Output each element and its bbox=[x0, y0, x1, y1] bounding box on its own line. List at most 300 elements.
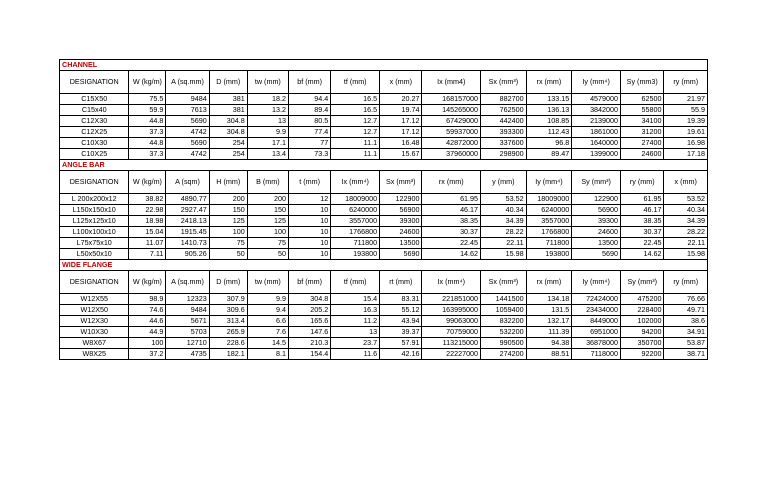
channel-title-spacer bbox=[129, 60, 708, 71]
channel-value-cell: 17.18 bbox=[664, 149, 708, 160]
channel-value-cell: 17.1 bbox=[247, 138, 288, 149]
angle-value-cell: 1766800 bbox=[526, 227, 572, 238]
channel-value-cell: 136.13 bbox=[526, 105, 572, 116]
channel-value-cell: 762500 bbox=[481, 105, 527, 116]
channel-value-cell: 31200 bbox=[621, 127, 664, 138]
wide-value-cell: 74.6 bbox=[129, 305, 166, 316]
wide-value-cell: 165.6 bbox=[288, 316, 330, 327]
angle-value-cell: 39300 bbox=[572, 216, 621, 227]
wide-column-header: tw (mm) bbox=[247, 271, 288, 294]
wide-value-cell: 210.3 bbox=[288, 338, 330, 349]
angle-column-header: W (kg/m) bbox=[129, 171, 166, 194]
angle-value-cell: 5690 bbox=[380, 249, 422, 260]
angle-value-cell: 46.17 bbox=[621, 205, 664, 216]
channel-column-header: tf (mm) bbox=[331, 71, 380, 94]
angle-designation-cell: L125x125x10 bbox=[60, 216, 129, 227]
wide-value-cell: 304.8 bbox=[288, 294, 330, 305]
angle-value-cell: 28.22 bbox=[481, 227, 527, 238]
steel-sections-sheet bbox=[59, 59, 708, 360]
angle-value-cell: 61.95 bbox=[422, 194, 481, 205]
wide-value-cell: 147.6 bbox=[288, 327, 330, 338]
angle-value-cell: 14.62 bbox=[422, 249, 481, 260]
channel-value-cell: 254 bbox=[209, 138, 247, 149]
angle-value-cell: 1915.45 bbox=[166, 227, 209, 238]
angle-table-row bbox=[60, 205, 708, 216]
angle-value-cell: 10 bbox=[288, 216, 330, 227]
channel-section-title-row bbox=[60, 60, 708, 71]
angle-value-cell: 10 bbox=[288, 249, 330, 260]
channel-column-header: A (sq.mm) bbox=[166, 71, 209, 94]
wide-value-cell: 38.6 bbox=[664, 316, 708, 327]
channel-value-cell: 77 bbox=[288, 138, 330, 149]
channel-value-cell: 37960000 bbox=[422, 149, 481, 160]
channel-value-cell: 16.5 bbox=[331, 105, 380, 116]
channel-value-cell: 19.74 bbox=[380, 105, 422, 116]
angle-value-cell: 6240000 bbox=[331, 205, 380, 216]
channel-value-cell: 145265000 bbox=[422, 105, 481, 116]
channel-column-header: tw (mm) bbox=[247, 71, 288, 94]
channel-value-cell: 442400 bbox=[481, 116, 527, 127]
angle-value-cell: 200 bbox=[247, 194, 288, 205]
angle-value-cell: 125 bbox=[209, 216, 247, 227]
angle-value-cell: 75 bbox=[209, 238, 247, 249]
angle-table-row bbox=[60, 194, 708, 205]
angle-table-row bbox=[60, 249, 708, 260]
wide-value-cell: 182.1 bbox=[209, 349, 247, 360]
angle-value-cell: 4890.77 bbox=[166, 194, 209, 205]
channel-value-cell: 18.2 bbox=[247, 94, 288, 105]
angle-value-cell: 10 bbox=[288, 227, 330, 238]
angle-column-header: ry (mm) bbox=[621, 171, 664, 194]
channel-value-cell: 17.12 bbox=[380, 116, 422, 127]
wide-value-cell: 98.9 bbox=[129, 294, 166, 305]
channel-designation-cell: C15x40 bbox=[60, 105, 129, 116]
channel-value-cell: 5690 bbox=[166, 116, 209, 127]
angle-value-cell: 22.98 bbox=[129, 205, 166, 216]
angle-value-cell: 100 bbox=[209, 227, 247, 238]
angle-designation-cell: L75x75x10 bbox=[60, 238, 129, 249]
angle-value-cell: 1410.73 bbox=[166, 238, 209, 249]
channel-value-cell: 108.85 bbox=[526, 116, 572, 127]
channel-value-cell: 11.1 bbox=[331, 149, 380, 160]
channel-column-header: Sy (mm3) bbox=[621, 71, 664, 94]
channel-value-cell: 89.47 bbox=[526, 149, 572, 160]
channel-designation-cell: C12X25 bbox=[60, 127, 129, 138]
wide-value-cell: 83.31 bbox=[380, 294, 422, 305]
angle-column-header: x (mm) bbox=[664, 171, 708, 194]
channel-column-header: x (mm) bbox=[380, 71, 422, 94]
channel-value-cell: 12.7 bbox=[331, 116, 380, 127]
angle-value-cell: 46.17 bbox=[422, 205, 481, 216]
angle-value-cell: 11.07 bbox=[129, 238, 166, 249]
channel-designation-cell: C15X50 bbox=[60, 94, 129, 105]
wide-value-cell: 265.9 bbox=[209, 327, 247, 338]
angle-value-cell: 13500 bbox=[572, 238, 621, 249]
channel-value-cell: 55800 bbox=[621, 105, 664, 116]
angle-value-cell: 15.98 bbox=[481, 249, 527, 260]
angle-value-cell: 38.82 bbox=[129, 194, 166, 205]
wide-value-cell: 228400 bbox=[621, 305, 664, 316]
channel-value-cell: 304.8 bbox=[209, 116, 247, 127]
channel-value-cell: 42872000 bbox=[422, 138, 481, 149]
wide-value-cell: 15.4 bbox=[331, 294, 380, 305]
angle-value-cell: 14.62 bbox=[621, 249, 664, 260]
channel-value-cell: 24600 bbox=[621, 149, 664, 160]
angle-value-cell: 3557000 bbox=[331, 216, 380, 227]
wide-value-cell: 221851000 bbox=[422, 294, 481, 305]
wide-value-cell: 134.18 bbox=[526, 294, 572, 305]
wide-value-cell: 12323 bbox=[166, 294, 209, 305]
wide-value-cell: 99063000 bbox=[422, 316, 481, 327]
wide-value-cell: 13 bbox=[331, 327, 380, 338]
channel-value-cell: 59.9 bbox=[129, 105, 166, 116]
angle-value-cell: 38.35 bbox=[422, 216, 481, 227]
angle-value-cell: 56900 bbox=[572, 205, 621, 216]
angle-column-header: H (mm) bbox=[209, 171, 247, 194]
channel-value-cell: 112.43 bbox=[526, 127, 572, 138]
wide-column-header: D (mm) bbox=[209, 271, 247, 294]
wide-value-cell: 11.2 bbox=[331, 316, 380, 327]
wide-value-cell: 7.6 bbox=[247, 327, 288, 338]
channel-value-cell: 59937000 bbox=[422, 127, 481, 138]
wide-value-cell: 131.5 bbox=[526, 305, 572, 316]
channel-value-cell: 96.8 bbox=[526, 138, 572, 149]
wide-value-cell: 309.6 bbox=[209, 305, 247, 316]
wide-value-cell: 94200 bbox=[621, 327, 664, 338]
wide-table-row bbox=[60, 305, 708, 316]
wide-column-header: ry (mm) bbox=[664, 271, 708, 294]
wide-value-cell: 44.9 bbox=[129, 327, 166, 338]
wide-column-header: W (kg/m) bbox=[129, 271, 166, 294]
wide-value-cell: 8449000 bbox=[572, 316, 621, 327]
angle-value-cell: 24600 bbox=[380, 227, 422, 238]
wide-value-cell: 5671 bbox=[166, 316, 209, 327]
wide-column-header: rt (mm) bbox=[380, 271, 422, 294]
angle-column-header: DESIGNATION bbox=[60, 171, 129, 194]
wide-value-cell: 102000 bbox=[621, 316, 664, 327]
channel-value-cell: 3842000 bbox=[572, 105, 621, 116]
channel-value-cell: 21.97 bbox=[664, 94, 708, 105]
wide-table-row bbox=[60, 316, 708, 327]
wide-table-row bbox=[60, 327, 708, 338]
channel-value-cell: 11.1 bbox=[331, 138, 380, 149]
channel-table-row bbox=[60, 116, 708, 127]
wide-value-cell: 36878000 bbox=[572, 338, 621, 349]
channel-value-cell: 75.5 bbox=[129, 94, 166, 105]
angle-value-cell: 711800 bbox=[526, 238, 572, 249]
wide-value-cell: 228.6 bbox=[209, 338, 247, 349]
wide-column-header: tf (mm) bbox=[331, 271, 380, 294]
wide-value-cell: 100 bbox=[129, 338, 166, 349]
channel-value-cell: 17.12 bbox=[380, 127, 422, 138]
wide-column-header: rx (mm) bbox=[526, 271, 572, 294]
angle-value-cell: 24600 bbox=[572, 227, 621, 238]
wide-designation-cell: W10X30 bbox=[60, 327, 129, 338]
channel-value-cell: 304.8 bbox=[209, 127, 247, 138]
channel-value-cell: 298900 bbox=[481, 149, 527, 160]
channel-value-cell: 13 bbox=[247, 116, 288, 127]
wide-value-cell: 42.16 bbox=[380, 349, 422, 360]
angle-section-title: ANGLE BAR bbox=[60, 160, 129, 171]
angle-value-cell: 18009000 bbox=[526, 194, 572, 205]
wide-section-title-row bbox=[60, 260, 708, 271]
angle-value-cell: 100 bbox=[247, 227, 288, 238]
angle-title-spacer bbox=[129, 160, 708, 171]
wide-value-cell: 23.7 bbox=[331, 338, 380, 349]
angle-value-cell: 1766800 bbox=[331, 227, 380, 238]
channel-value-cell: 2139000 bbox=[572, 116, 621, 127]
channel-value-cell: 1861000 bbox=[572, 127, 621, 138]
wide-value-cell: 274200 bbox=[481, 349, 527, 360]
channel-value-cell: 13.4 bbox=[247, 149, 288, 160]
wide-value-cell: 9.4 bbox=[247, 305, 288, 316]
wide-value-cell: 6951000 bbox=[572, 327, 621, 338]
channel-value-cell: 7613 bbox=[166, 105, 209, 116]
angle-value-cell: 5690 bbox=[572, 249, 621, 260]
channel-table-row bbox=[60, 127, 708, 138]
wide-column-header: bf (mm) bbox=[288, 271, 330, 294]
angle-designation-cell: L 200x200x12 bbox=[60, 194, 129, 205]
channel-value-cell: 37.3 bbox=[129, 149, 166, 160]
channel-value-cell: 5690 bbox=[166, 138, 209, 149]
angle-value-cell: 2418.13 bbox=[166, 216, 209, 227]
angle-column-header: Ix (mm⁴) bbox=[331, 171, 380, 194]
angle-value-cell: 22.11 bbox=[481, 238, 527, 249]
angle-column-header: A (sqm) bbox=[166, 171, 209, 194]
wide-value-cell: 990500 bbox=[481, 338, 527, 349]
angle-value-cell: 61.95 bbox=[621, 194, 664, 205]
angle-value-cell: 40.34 bbox=[481, 205, 527, 216]
angle-value-cell: 122900 bbox=[572, 194, 621, 205]
wide-value-cell: 111.39 bbox=[526, 327, 572, 338]
wide-table-row bbox=[60, 349, 708, 360]
angle-value-cell: 22.11 bbox=[664, 238, 708, 249]
channel-value-cell: 27400 bbox=[621, 138, 664, 149]
wide-value-cell: 72424000 bbox=[572, 294, 621, 305]
wide-value-cell: 163995000 bbox=[422, 305, 481, 316]
channel-value-cell: 9484 bbox=[166, 94, 209, 105]
wide-value-cell: 132.17 bbox=[526, 316, 572, 327]
channel-value-cell: 1399000 bbox=[572, 149, 621, 160]
angle-value-cell: 50 bbox=[247, 249, 288, 260]
angle-value-cell: 905.26 bbox=[166, 249, 209, 260]
wide-value-cell: 6.6 bbox=[247, 316, 288, 327]
wide-title-spacer bbox=[129, 260, 708, 271]
angle-value-cell: 40.34 bbox=[664, 205, 708, 216]
wide-value-cell: 475200 bbox=[621, 294, 664, 305]
angle-value-cell: 30.37 bbox=[422, 227, 481, 238]
channel-value-cell: 337600 bbox=[481, 138, 527, 149]
channel-value-cell: 44.8 bbox=[129, 138, 166, 149]
angle-value-cell: 38.35 bbox=[621, 216, 664, 227]
angle-column-header: B (mm) bbox=[247, 171, 288, 194]
angle-value-cell: 18009000 bbox=[331, 194, 380, 205]
wide-value-cell: 350700 bbox=[621, 338, 664, 349]
wide-value-cell: 307.9 bbox=[209, 294, 247, 305]
angle-value-cell: 75 bbox=[247, 238, 288, 249]
channel-column-header: rx (mm) bbox=[526, 71, 572, 94]
channel-value-cell: 19.61 bbox=[664, 127, 708, 138]
angle-value-cell: 22.45 bbox=[621, 238, 664, 249]
angle-value-cell: 12 bbox=[288, 194, 330, 205]
channel-column-header: Iy (mm⁴) bbox=[572, 71, 621, 94]
angle-value-cell: 150 bbox=[209, 205, 247, 216]
channel-value-cell: 254 bbox=[209, 149, 247, 160]
wide-value-cell: 832200 bbox=[481, 316, 527, 327]
wide-value-cell: 14.5 bbox=[247, 338, 288, 349]
wide-value-cell: 205.2 bbox=[288, 305, 330, 316]
wide-value-cell: 23434000 bbox=[572, 305, 621, 316]
angle-column-header: rx (mm) bbox=[422, 171, 481, 194]
angle-value-cell: 18.98 bbox=[129, 216, 166, 227]
angle-value-cell: 150 bbox=[247, 205, 288, 216]
channel-value-cell: 1640000 bbox=[572, 138, 621, 149]
angle-value-cell: 193800 bbox=[526, 249, 572, 260]
wide-value-cell: 1059400 bbox=[481, 305, 527, 316]
angle-column-header: y (mm) bbox=[481, 171, 527, 194]
wide-column-header: Sy (mm³) bbox=[621, 271, 664, 294]
channel-column-header: Ix (mm4) bbox=[422, 71, 481, 94]
angle-table-row bbox=[60, 216, 708, 227]
channel-designation-cell: C10X30 bbox=[60, 138, 129, 149]
channel-header-row bbox=[60, 71, 708, 94]
channel-column-header: bf (mm) bbox=[288, 71, 330, 94]
angle-value-cell: 34.39 bbox=[664, 216, 708, 227]
wide-column-header: A (sq.mm) bbox=[166, 271, 209, 294]
wide-value-cell: 16.3 bbox=[331, 305, 380, 316]
angle-value-cell: 7.11 bbox=[129, 249, 166, 260]
wide-designation-cell: W12X55 bbox=[60, 294, 129, 305]
channel-designation-cell: C10X25 bbox=[60, 149, 129, 160]
angle-value-cell: 15.98 bbox=[664, 249, 708, 260]
wide-value-cell: 12710 bbox=[166, 338, 209, 349]
wide-value-cell: 8.1 bbox=[247, 349, 288, 360]
wide-value-cell: 57.91 bbox=[380, 338, 422, 349]
channel-value-cell: 4579000 bbox=[572, 94, 621, 105]
channel-value-cell: 44.8 bbox=[129, 116, 166, 127]
channel-value-cell: 882700 bbox=[481, 94, 527, 105]
channel-table-row bbox=[60, 149, 708, 160]
angle-column-header: Sy (mm³) bbox=[572, 171, 621, 194]
channel-value-cell: 393300 bbox=[481, 127, 527, 138]
channel-column-header: Sx (mm³) bbox=[481, 71, 527, 94]
channel-table-row bbox=[60, 138, 708, 149]
angle-value-cell: 50 bbox=[209, 249, 247, 260]
angle-table-row bbox=[60, 238, 708, 249]
wide-designation-cell: W8X25 bbox=[60, 349, 129, 360]
angle-column-header: Iy (mm⁴) bbox=[526, 171, 572, 194]
wide-value-cell: 5703 bbox=[166, 327, 209, 338]
channel-value-cell: 16.48 bbox=[380, 138, 422, 149]
wide-value-cell: 94.38 bbox=[526, 338, 572, 349]
wide-value-cell: 11.6 bbox=[331, 349, 380, 360]
channel-table-row bbox=[60, 105, 708, 116]
wide-table-row bbox=[60, 338, 708, 349]
wide-value-cell: 4735 bbox=[166, 349, 209, 360]
angle-designation-cell: L50x50x10 bbox=[60, 249, 129, 260]
channel-value-cell: 55.9 bbox=[664, 105, 708, 116]
angle-value-cell: 711800 bbox=[331, 238, 380, 249]
channel-value-cell: 34100 bbox=[621, 116, 664, 127]
wide-value-cell: 34.91 bbox=[664, 327, 708, 338]
angle-value-cell: 10 bbox=[288, 238, 330, 249]
angle-value-cell: 2927.47 bbox=[166, 205, 209, 216]
wide-header-row bbox=[60, 271, 708, 294]
channel-value-cell: 80.5 bbox=[288, 116, 330, 127]
channel-value-cell: 62500 bbox=[621, 94, 664, 105]
channel-value-cell: 16.5 bbox=[331, 94, 380, 105]
angle-value-cell: 10 bbox=[288, 205, 330, 216]
wide-value-cell: 1441500 bbox=[481, 294, 527, 305]
channel-value-cell: 381 bbox=[209, 105, 247, 116]
angle-value-cell: 28.22 bbox=[664, 227, 708, 238]
channel-value-cell: 168157000 bbox=[422, 94, 481, 105]
wide-value-cell: 44.6 bbox=[129, 316, 166, 327]
channel-value-cell: 4742 bbox=[166, 149, 209, 160]
angle-value-cell: 15.04 bbox=[129, 227, 166, 238]
angle-value-cell: 122900 bbox=[380, 194, 422, 205]
wide-value-cell: 76.66 bbox=[664, 294, 708, 305]
channel-value-cell: 15.67 bbox=[380, 149, 422, 160]
angle-designation-cell: L150x150x10 bbox=[60, 205, 129, 216]
wide-value-cell: 43.94 bbox=[380, 316, 422, 327]
channel-value-cell: 4742 bbox=[166, 127, 209, 138]
angle-value-cell: 22.45 bbox=[422, 238, 481, 249]
wide-column-header: DESIGNATION bbox=[60, 271, 129, 294]
channel-designation-cell: C12X30 bbox=[60, 116, 129, 127]
wide-value-cell: 9484 bbox=[166, 305, 209, 316]
channel-value-cell: 37.3 bbox=[129, 127, 166, 138]
channel-value-cell: 16.98 bbox=[664, 138, 708, 149]
channel-value-cell: 89.4 bbox=[288, 105, 330, 116]
section-properties-table bbox=[59, 59, 708, 360]
channel-column-header: DESIGNATION bbox=[60, 71, 129, 94]
wide-value-cell: 70759000 bbox=[422, 327, 481, 338]
angle-value-cell: 39300 bbox=[380, 216, 422, 227]
channel-column-header: ry (mm) bbox=[664, 71, 708, 94]
channel-value-cell: 133.15 bbox=[526, 94, 572, 105]
angle-column-header: Sx (mm³) bbox=[380, 171, 422, 194]
angle-column-header: t (mm) bbox=[288, 171, 330, 194]
wide-value-cell: 55.12 bbox=[380, 305, 422, 316]
wide-value-cell: 88.51 bbox=[526, 349, 572, 360]
channel-column-header: W (kg/m) bbox=[129, 71, 166, 94]
channel-table-row bbox=[60, 94, 708, 105]
wide-designation-cell: W8X67 bbox=[60, 338, 129, 349]
angle-value-cell: 193800 bbox=[331, 249, 380, 260]
wide-value-cell: 37.2 bbox=[129, 349, 166, 360]
wide-value-cell: 22227000 bbox=[422, 349, 481, 360]
channel-value-cell: 67429000 bbox=[422, 116, 481, 127]
angle-value-cell: 53.52 bbox=[664, 194, 708, 205]
angle-section-title-row bbox=[60, 160, 708, 171]
channel-value-cell: 73.3 bbox=[288, 149, 330, 160]
wide-section-title: WIDE FLANGE bbox=[60, 260, 129, 271]
angle-value-cell: 34.39 bbox=[481, 216, 527, 227]
angle-value-cell: 56900 bbox=[380, 205, 422, 216]
wide-value-cell: 7118000 bbox=[572, 349, 621, 360]
channel-value-cell: 13.2 bbox=[247, 105, 288, 116]
angle-value-cell: 53.52 bbox=[481, 194, 527, 205]
wide-value-cell: 39.37 bbox=[380, 327, 422, 338]
angle-table-row bbox=[60, 227, 708, 238]
channel-value-cell: 9.9 bbox=[247, 127, 288, 138]
wide-column-header: Ix (mm⁴) bbox=[422, 271, 481, 294]
angle-value-cell: 6240000 bbox=[526, 205, 572, 216]
wide-value-cell: 9.9 bbox=[247, 294, 288, 305]
wide-designation-cell: W12X50 bbox=[60, 305, 129, 316]
wide-value-cell: 532200 bbox=[481, 327, 527, 338]
